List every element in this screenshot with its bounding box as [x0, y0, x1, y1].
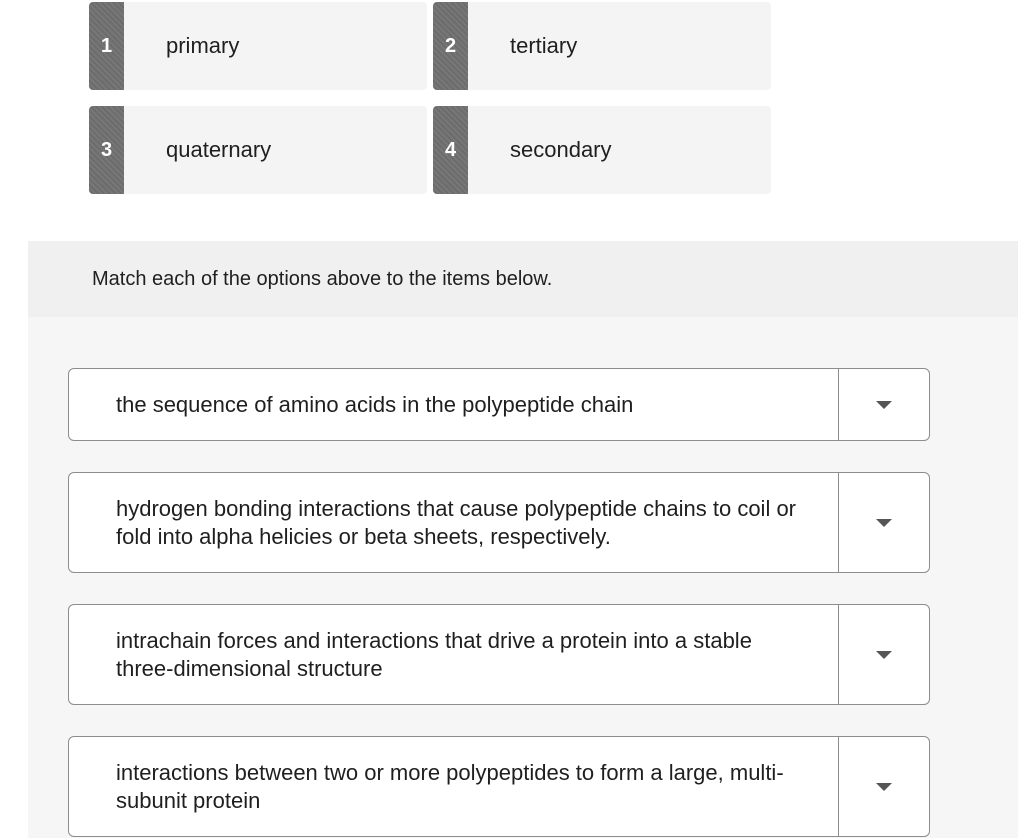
- option-number-badge: 3: [89, 106, 124, 194]
- caret-down-icon: [876, 651, 892, 659]
- match-row: [68, 736, 930, 837]
- option-tile-2[interactable]: [433, 2, 771, 90]
- match-item-prompt: [69, 605, 838, 704]
- match-row: [68, 604, 930, 705]
- caret-down-icon: [876, 519, 892, 527]
- match-row: [68, 472, 930, 573]
- answer-dropdown[interactable]: [838, 369, 929, 440]
- match-item-text: interactions between two or more polypeptides to form a large, multi-subunit protein: [116, 759, 784, 813]
- caret-down-icon: [876, 783, 892, 791]
- answer-dropdown[interactable]: [838, 605, 929, 704]
- match-row: [68, 368, 930, 441]
- match-item-prompt: [69, 369, 838, 440]
- match-item-text: hydrogen bonding interactions that cause polypeptide chains to coil or fold into alpha helicies or beta sheets, respectively.: [116, 495, 797, 549]
- match-item-text: intrachain forces and interactions that drive a protein into a stable three-dimensional structure: [116, 627, 752, 681]
- option-label: quaternary: [166, 137, 272, 162]
- match-item-text: the sequence of amino acids in the polypeptide chain: [116, 391, 634, 417]
- answer-dropdown[interactable]: [838, 737, 929, 836]
- caret-down-icon: [876, 401, 892, 409]
- option-label: primary: [166, 33, 240, 58]
- option-number-badge: 4: [433, 106, 468, 194]
- option-number-badge: 1: [89, 2, 124, 90]
- option-label: secondary: [510, 137, 612, 162]
- instructions-text: Match each of the options above to the items below.: [92, 267, 553, 290]
- match-item-prompt: [69, 737, 838, 836]
- answer-dropdown[interactable]: [838, 473, 929, 572]
- match-item-prompt: [69, 473, 838, 572]
- instructions-band: [28, 241, 1018, 317]
- option-tile-1[interactable]: [89, 2, 427, 90]
- option-tile-4[interactable]: [433, 106, 771, 194]
- option-number-badge: 2: [433, 2, 468, 90]
- option-tile-3[interactable]: [89, 106, 427, 194]
- option-label: tertiary: [510, 33, 578, 58]
